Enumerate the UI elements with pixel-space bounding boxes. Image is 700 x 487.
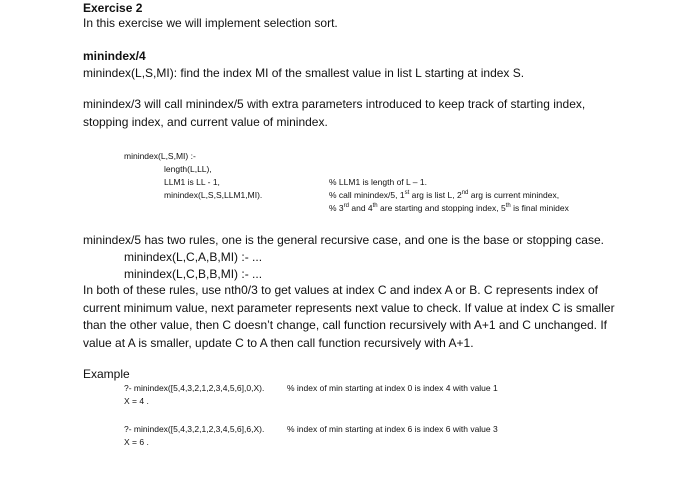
example-result: X = 6 . (124, 437, 149, 447)
code-line: length(L,LL), (164, 164, 212, 174)
intro-text: In this exercise we will implement selection sort. (83, 16, 338, 30)
code-comment: % call minindex/5, 1st arg is list L, 2nd arg is current minindex, (329, 190, 560, 200)
example-result: X = 4 . (124, 396, 149, 406)
code-head: minindex(L,S,MI) :- (124, 151, 196, 161)
rule-base: minindex(L,C,B,B,MI) :- ... (124, 267, 263, 281)
explanation-paragraph: In both of these rules, use nth0/3 to get values at index C and index A or B. C represents index of current minimum value, next parameter represents next value to check. If value at index C is smaller than the other value, then C doesn’t change, call function recursively with A+1 and C unchanged. If value at A is smaller, update C to A then call function recursively with A+1. (83, 283, 615, 350)
rule-recursive: minindex(L,C,A,B,MI) :- ... (124, 250, 263, 264)
code-line: LLM1 is LL - 1, (164, 177, 220, 187)
minindex5-description: minindex/5 has two rules, one is the general recursive case, and one is the base or stopping case. (83, 233, 604, 247)
code-comment: % 3rd and 4th are starting and stopping index, 5th is final minidex (329, 203, 569, 213)
example-query: ?- minindex([5,4,3,2,1,2,3,4,5,6],6,X). (124, 424, 265, 434)
example-title: Example (83, 367, 130, 381)
section-description: minindex(L,S,MI): find the index MI of the smallest value in list L starting at index S. (83, 66, 525, 80)
section-title: minindex/4 (83, 49, 146, 63)
example-comment: % index of min starting at index 6 is index 6 with value 3 (287, 424, 498, 434)
example-query: ?- minindex([5,4,3,2,1,2,3,4,5,6],0,X). (124, 383, 265, 393)
code-line: minindex(L,S,S,LLM1,MI). (164, 190, 263, 200)
minindex3-description: minindex/3 will call minindex/5 with extra parameters introduced to keep track of starting index, stopping index, and current value of minindex. (83, 97, 586, 129)
exercise-title: Exercise 2 (83, 1, 143, 15)
example-comment: % index of min starting at index 0 is index 4 with value 1 (287, 383, 498, 393)
code-comment: % LLM1 is length of L – 1. (329, 177, 427, 187)
